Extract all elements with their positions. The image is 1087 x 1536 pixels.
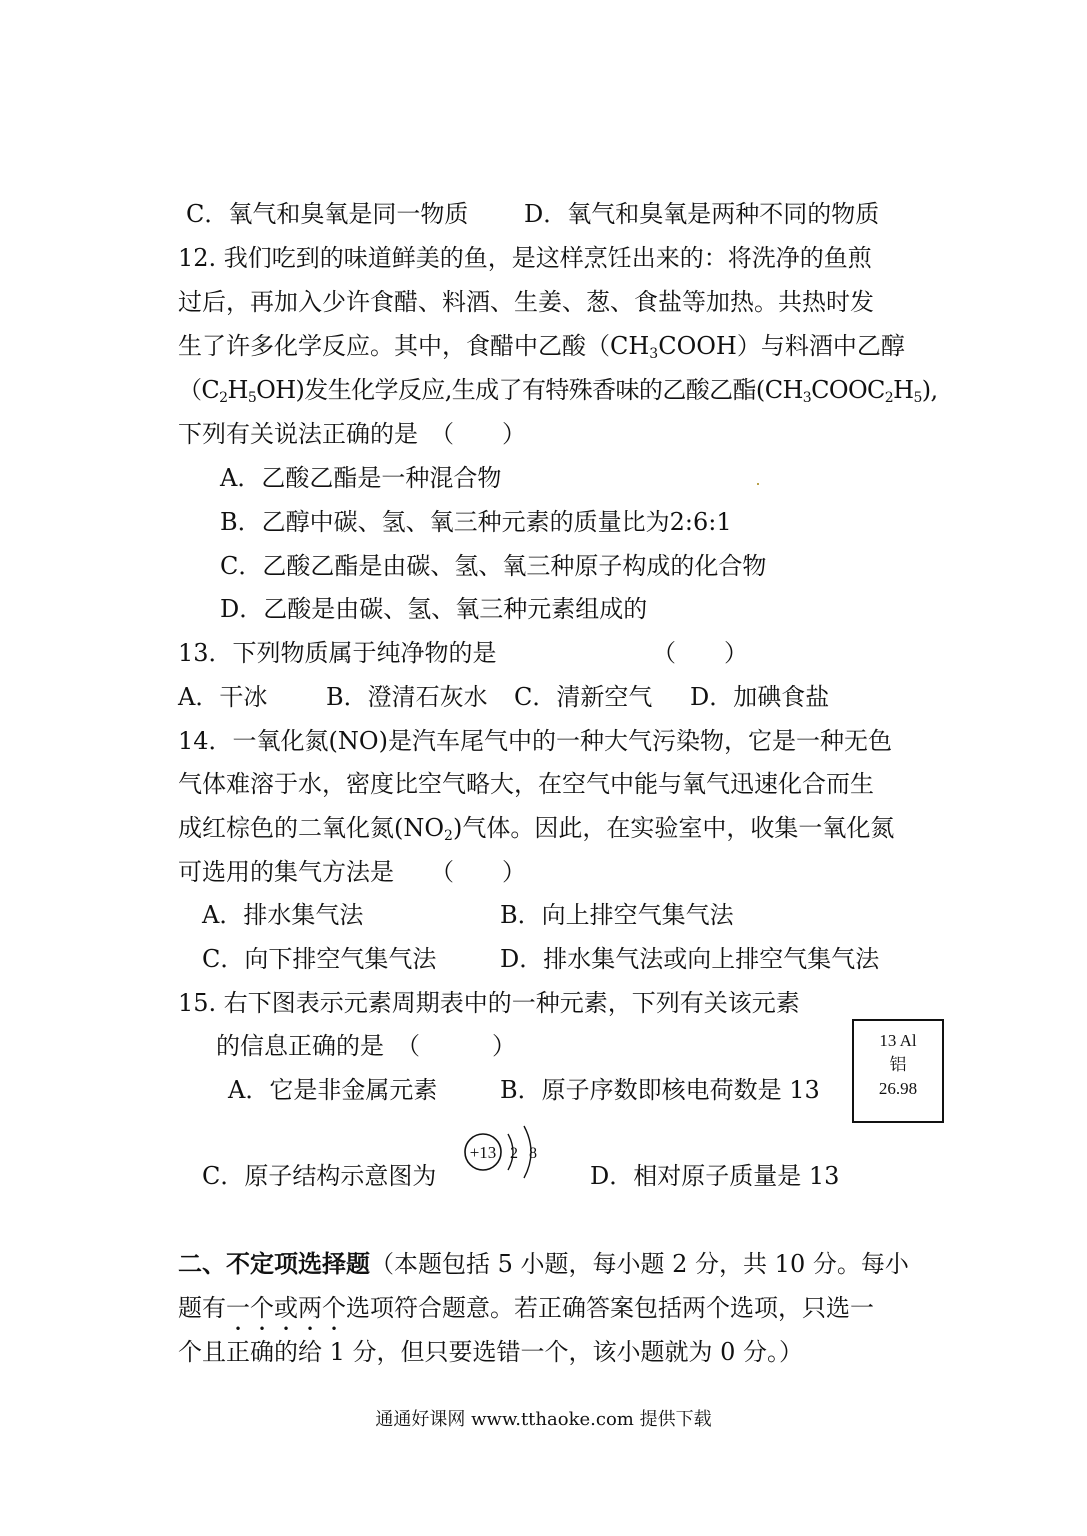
periodic-element-card xyxy=(852,1019,944,1123)
q15-stem-line1: 15. 右下图表示元素周期表中的一种元素，下列有关该元素 xyxy=(178,989,800,1017)
q12-stem-line4: $(C_2H_5OH)$发生化学反应,生成了有特殊香味的乙酸乙酯$(CH_3COOC_2H_5)$, xyxy=(178,376,938,406)
section2-title: 二、不定项选择题 xyxy=(178,1249,370,1278)
q14-option-b: B．向上排空气集气法 xyxy=(500,901,734,929)
emphasis-dots-text: 一个或两个 xyxy=(226,1294,346,1322)
shell-2-electrons: 8 xyxy=(529,1145,537,1162)
q12-option-a: A．乙酸乙酯是一种混合物 xyxy=(220,464,502,492)
section2-header-line1: 二、不定项选择题（本题包括 5 小题，每小题 2 分，共 10 分。每小 xyxy=(178,1249,909,1278)
scan-speck xyxy=(757,483,759,485)
page-footer: 通通好课网 www.tthaoke.com 提供下载 xyxy=(375,1409,712,1430)
q15-option-a: A．它是非金属元素 xyxy=(228,1076,438,1104)
q13-answer-paren: （ ） xyxy=(652,639,748,667)
q11-option-c: C．氧气和臭氧是同一物质 xyxy=(186,200,469,228)
q11-option-d: D．氧气和臭氧是两种不同的物质 xyxy=(524,200,880,228)
q15-stem-line2: 的信息正确的是 （ ） xyxy=(216,1032,516,1060)
shell-1-electrons: 2 xyxy=(510,1145,518,1162)
q12-stem-line5: 下列有关说法正确的是 （ ） xyxy=(178,420,526,448)
q13-option-d: D．加碘食盐 xyxy=(690,683,830,711)
q14-stem-line3: 成红棕色的二氧化氮$(NO_2)$气体。因此，在实验室中，收集一氧化氮 xyxy=(178,814,895,844)
q13-option-b: B．澄清石灰水 xyxy=(326,683,488,711)
q14-option-a: A．排水集气法 xyxy=(202,901,364,929)
q14-stem-line2: 气体难溶于水，密度比空气略大，在空气中能与氧气迅速化合而生 xyxy=(178,770,874,798)
q12-option-d: D．乙酸是由碳、氢、氧三种元素组成的 xyxy=(220,595,648,623)
q14-option-c: C．向下排空气集气法 xyxy=(202,945,437,973)
q13-stem: 13．下列物质属于纯净物的是 xyxy=(178,639,497,667)
q13-option-c: C．清新空气 xyxy=(514,683,653,711)
atomic-structure-diagram xyxy=(458,1112,548,1194)
section2-header-line2: 题有一个或两个选项符合题意。若正确答案包括两个选项，只选一 xyxy=(178,1294,874,1322)
element-mass: 26.98 xyxy=(878,1079,918,1098)
q14-stem-line1: 14．一氧化氮(NO)是汽车尾气中的一种大气污染物，它是一种无色 xyxy=(178,727,892,755)
element-number-symbol: 13 Al xyxy=(879,1031,917,1050)
nucleus-charge: +13 xyxy=(469,1143,497,1162)
q13-option-a: A．干冰 xyxy=(178,683,268,711)
q15-option-b: B．原子序数即核电荷数是 13 xyxy=(500,1076,820,1104)
q14-stem-line4: 可选用的集气方法是 （ ） xyxy=(178,858,526,886)
q14-option-d: D．排水集气法或向上排空气集气法 xyxy=(500,945,880,973)
q12-option-b: B．乙醇中碳、氢、氧三种元素的质量比为2:6:1 xyxy=(220,508,732,536)
q12-stem-line2: 过后，再加入少许食醋、料酒、生姜、葱、食盐等加热。共热时发 xyxy=(178,288,874,316)
section2-header-line3: 个且正确的给 1 分，但只要选错一个，该小题就为 0 分。） xyxy=(178,1338,804,1366)
q12-stem-line3: 生了许多化学反应。其中，食醋中乙酸$(CH_3COOH)$与料酒中乙醇 xyxy=(178,332,905,362)
q12-option-c: C．乙酸乙酯是由碳、氢、氧三种原子构成的化合物 xyxy=(220,552,767,580)
q15-option-c: C．原子结构示意图为 xyxy=(202,1162,437,1190)
q15-option-d: D．相对原子质量是 13 xyxy=(590,1162,840,1190)
q12-stem-line1: 12. 我们吃到的味道鲜美的鱼，是这样烹饪出来的：将洗净的鱼煎 xyxy=(178,244,872,272)
element-name: 铝 xyxy=(889,1055,907,1074)
